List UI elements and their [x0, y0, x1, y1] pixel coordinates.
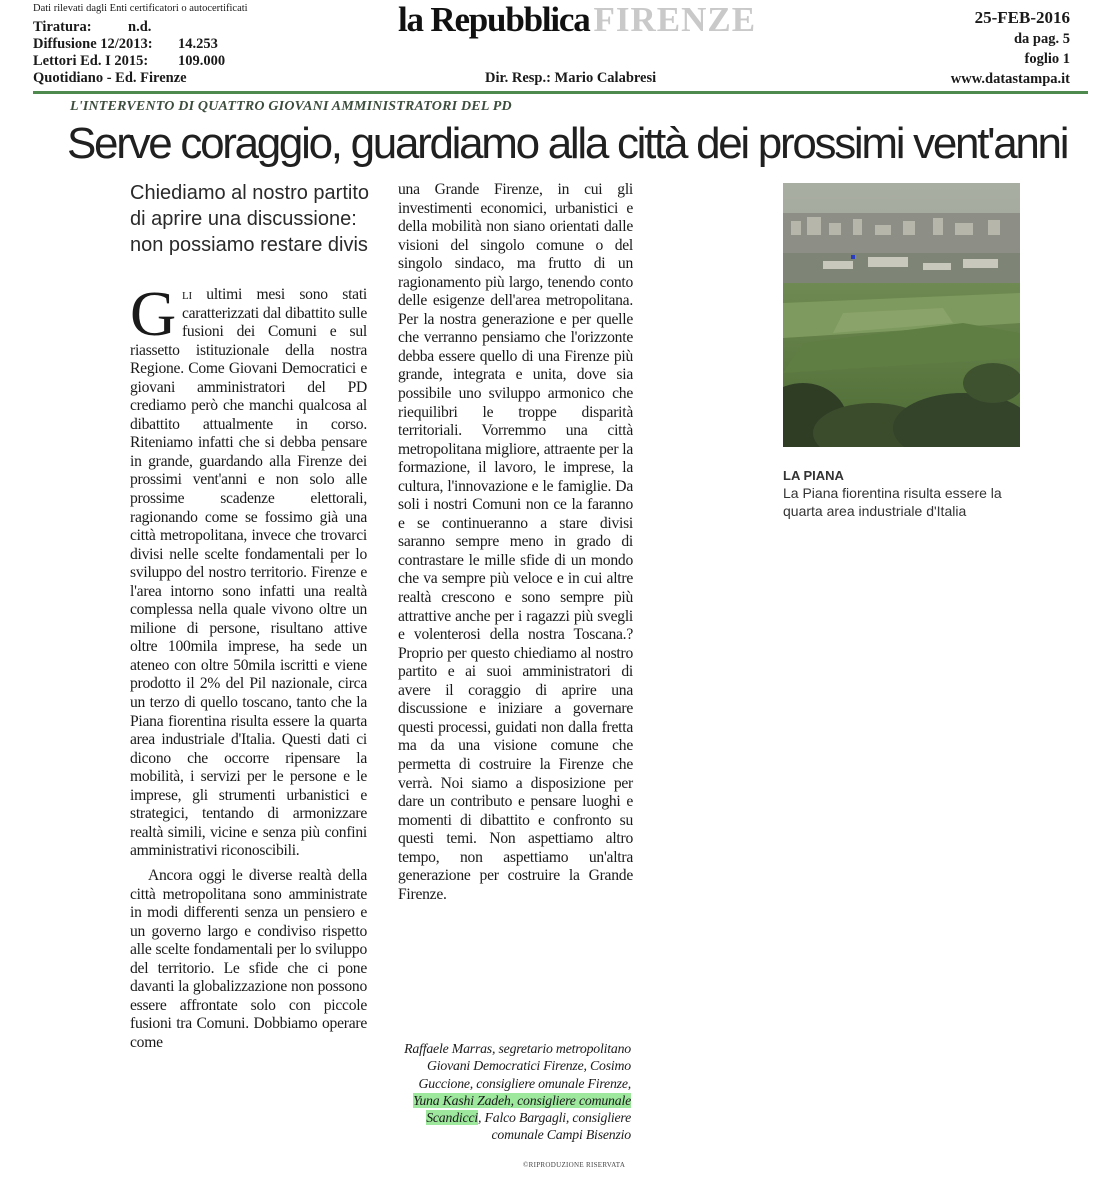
drop-cap: G	[130, 278, 176, 349]
lead-smallcaps: li	[181, 286, 192, 303]
article-subhead: Chiediamo al nostro partito di aprire una discussione: non possiamo restare divis	[130, 182, 370, 256]
paragraph-3: una Grande Firenze, in cui gli investimenti economici, urbanistici e della mobilità non siano orientati dalle visioni del singolo comune o del singolo sindaco, ma frutto di un ragionamento più largo, tenendo conto delle esigenze dell'area metropolitana. Per la nostra generazione e per quelle che verranno pensiamo che l'orizzonte debba essere quello di una Firenze più grande, integrata e unita, dove sia possibile uno sviluppo armonico che riequilibri le troppe disparità territoriali. Vorremmo una città metropolitana migliore, attraente per la formazione, il lavoro, le imprese, la cultura, l'innovazione e le famiglie. Da soli i nostri Comuni non ce la faranno e se continueranno a stare divisi saranno sempre meno in grado di contrastare le mille sfide di un mondo che va sempre più veloce e in cui altre realtà crescono e sono sempre più attrattive anche per i ragazzi più svegli e volenterosi della nostra Toscana.?Proprio per questo chiediamo al nostro partito e ai suoi amministratori di avere il coraggio di aprire una discussione e iniziare a governare questi processi, guidati non dalla fretta ma da una visione comune che permetta di costruire la Firenze che verrà. Noi siamo a disposizione per dare un contributo e pensare luoghi e momenti di dibattito e confronto su questi temi. Non aspettiamo altro tempo, non aspettiamo un'altra generazione per costruire la Grande Firenze.	[398, 181, 633, 903]
circulation-info	[33, 19, 225, 87]
lettori-value: 109.000	[178, 53, 226, 69]
photo-piana	[783, 183, 1020, 447]
signature-highlighted: Yuna Kashi Zadeh, consigliere comunale Scandicci	[413, 1092, 631, 1126]
reproduction-note: ©RIPRODUZIONE RISERVATA	[523, 1161, 626, 1169]
photo-caption-title: LA PIANA	[783, 468, 844, 483]
website-link[interactable]: www.datastampa.it	[950, 71, 1070, 87]
article-column-1	[130, 278, 367, 1052]
director-line: Dir. Resp.: Mario Calabresi	[485, 70, 657, 86]
header-divider	[33, 91, 1088, 94]
lettori-label: Lettori Ed. I 2015:	[33, 53, 149, 69]
article-kicker: L'INTERVENTO DI QUATTRO GIOVANI AMMINISTRATORI DEL PD	[70, 99, 512, 114]
issue-date: 25-FEB-2016	[974, 8, 1070, 27]
paragraph-2: Ancora oggi le diverse realtà della città metropolitana sono amministrate in modi differenti senza un pensiero e un governo largo e condiviso rispetto alle scelte fondamentali per lo sviluppo del territorio. Le sfide che ci pone davanti la globalizzazione non possono essere affrontate solo con piccole fusioni tra Comuni. Dobbiamo operare come	[130, 866, 367, 1051]
diffusione-label: Diffusione 12/2013:	[33, 36, 153, 52]
masthead-city: FIRENZE	[593, 0, 757, 39]
masthead-paper: la Repubblica	[398, 0, 590, 39]
masthead	[398, 0, 756, 40]
tiratura-label: Tiratura:	[33, 19, 92, 35]
article-column-2	[398, 181, 633, 904]
signature-text: Raffaele Marras, segretario metropolitano Giovani Democratici Firenze, Cosimo Guccione, consigliere omunale Firenze,	[404, 1041, 631, 1091]
article-signature	[398, 1040, 631, 1144]
issue-info	[951, 7, 1070, 89]
diffusione-value: 14.253	[178, 36, 218, 52]
paragraph-1-text: ultimi mesi sono stati caratterizzati dal dibattito sulle fusioni dei Comuni e sul riassetto istituzionale della nostra Regione. Come Giovani Democratici e giovani amministratori del PD crediamo però che manchi qualcosa al dibattito attualmente in corso. Riteniamo infatti che si debba pensare in grande, guardando alla Firenze dei prossimi vent'anni e non solo alle prossime scadenze elettorali, ragionando come se fossimo già una città metropolitana, invece che trovarci divisi nelle scelte fondamentali per lo sviluppo del nostro territorio. Firenze e l'area intorno sono infatti una realtà complessa nella quale vivono oltre un milione di persone, risultano attive oltre 100mila imprese, ha sede un ateneo con oltre 50mila iscritti e viene prodotto il 2% del Pil nazionale, circa un terzo di quello toscano, tanto che la Piana fiorentina risulta essere la quarta area industriale d'Italia. Questi dati ci dicono che occorre ripensare la mobilità, i servizi per le persone e le imprese, gli strumenti urbanistici e strategici, tentando di armonizzare realtà simili, vicine e senza più confini amministrativi riconoscibili.	[130, 286, 367, 860]
page-number: da pag. 5	[1013, 31, 1070, 47]
paragraph-1	[130, 278, 367, 861]
source-note: Dati rilevati dagli Enti certificatori o autocertificati	[33, 3, 248, 14]
sheet-number: foglio 1	[1024, 51, 1070, 67]
article-headline: Serve coraggio, guardiamo alla città dei prossimi vent'anni	[67, 119, 1068, 168]
photo-caption-text: La Piana fiorentina risulta essere la quarta area industriale d'Italia	[783, 485, 1002, 519]
signature-text-end: , Falco Bargagli, consigliere comunale Campi Bisenzio	[478, 1110, 631, 1143]
tiratura-value: n.d.	[128, 19, 152, 35]
edition-label: Quotidiano - Ed. Firenze	[33, 70, 187, 86]
